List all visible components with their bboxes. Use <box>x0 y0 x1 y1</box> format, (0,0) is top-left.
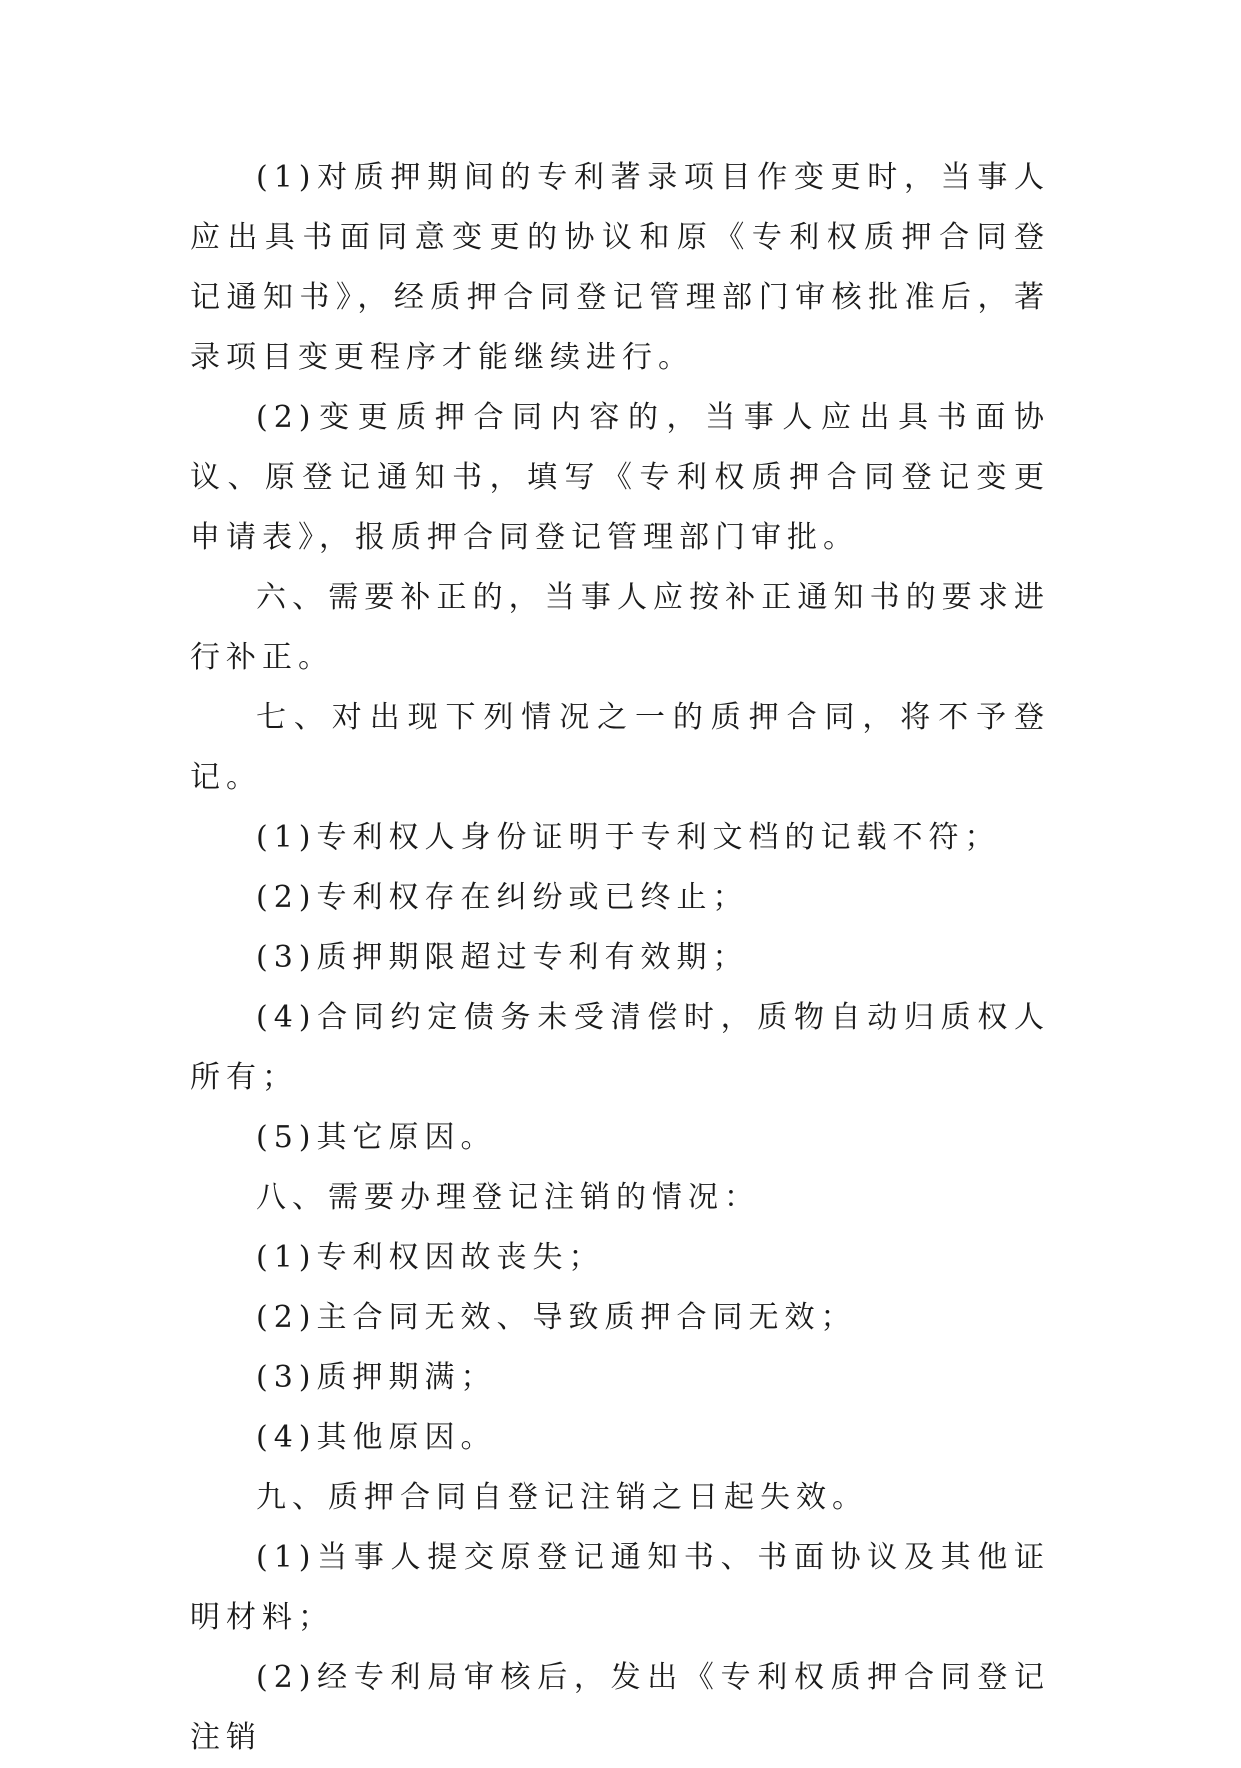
list-item: (3)质押期满； <box>256 1360 497 1395</box>
list-item: (4)合同约定债务未受清偿时，质物自动归质权人所有； <box>190 1000 1050 1095</box>
list-item: (3)质押期限超过专利有效期； <box>256 940 749 975</box>
paragraph: 六、需要补正的，当事人应按补正通知书的要求进行补正。 <box>190 580 1050 675</box>
list-item: (5)其它原因。 <box>256 1120 497 1155</box>
list-item: (2)专利权存在纠纷或已终止； <box>256 880 749 915</box>
list-item: (1)专利权人身份证明于专利文档的记载不符； <box>256 820 1001 855</box>
document-body <box>190 148 1050 1768</box>
paragraph: (2)变更质押合同内容的，当事人应出具书面协议、原登记通知书，填写《专利权质押合同登记变更申请表》，报质押合同登记管理部门审批。 <box>190 400 1050 555</box>
paragraph: 九、质押合同自登记注销之日起失效。 <box>256 1480 868 1515</box>
paragraph: 八、需要办理登记注销的情况： <box>256 1180 760 1215</box>
paragraph: (1)对质押期间的专利著录项目作变更时，当事人应出具书面同意变更的协议和原《专利权质押合同登记通知书》，经质押合同登记管理部门审核批准后，著录项目变更程序才能继续进行。 <box>190 160 1050 375</box>
paragraph: 七、对出现下列情况之一的质押合同，将不予登记。 <box>190 700 1050 795</box>
list-item: (1)专利权因故丧失； <box>256 1240 605 1275</box>
list-item: (1)当事人提交原登记通知书、书面协议及其他证明材料； <box>190 1540 1050 1635</box>
list-item: (2)主合同无效、导致质押合同无效； <box>256 1300 857 1335</box>
list-item: (2)经专利局审核后，发出《专利权质押合同登记注销 <box>190 1660 1050 1755</box>
list-item: (4)其他原因。 <box>256 1420 497 1455</box>
